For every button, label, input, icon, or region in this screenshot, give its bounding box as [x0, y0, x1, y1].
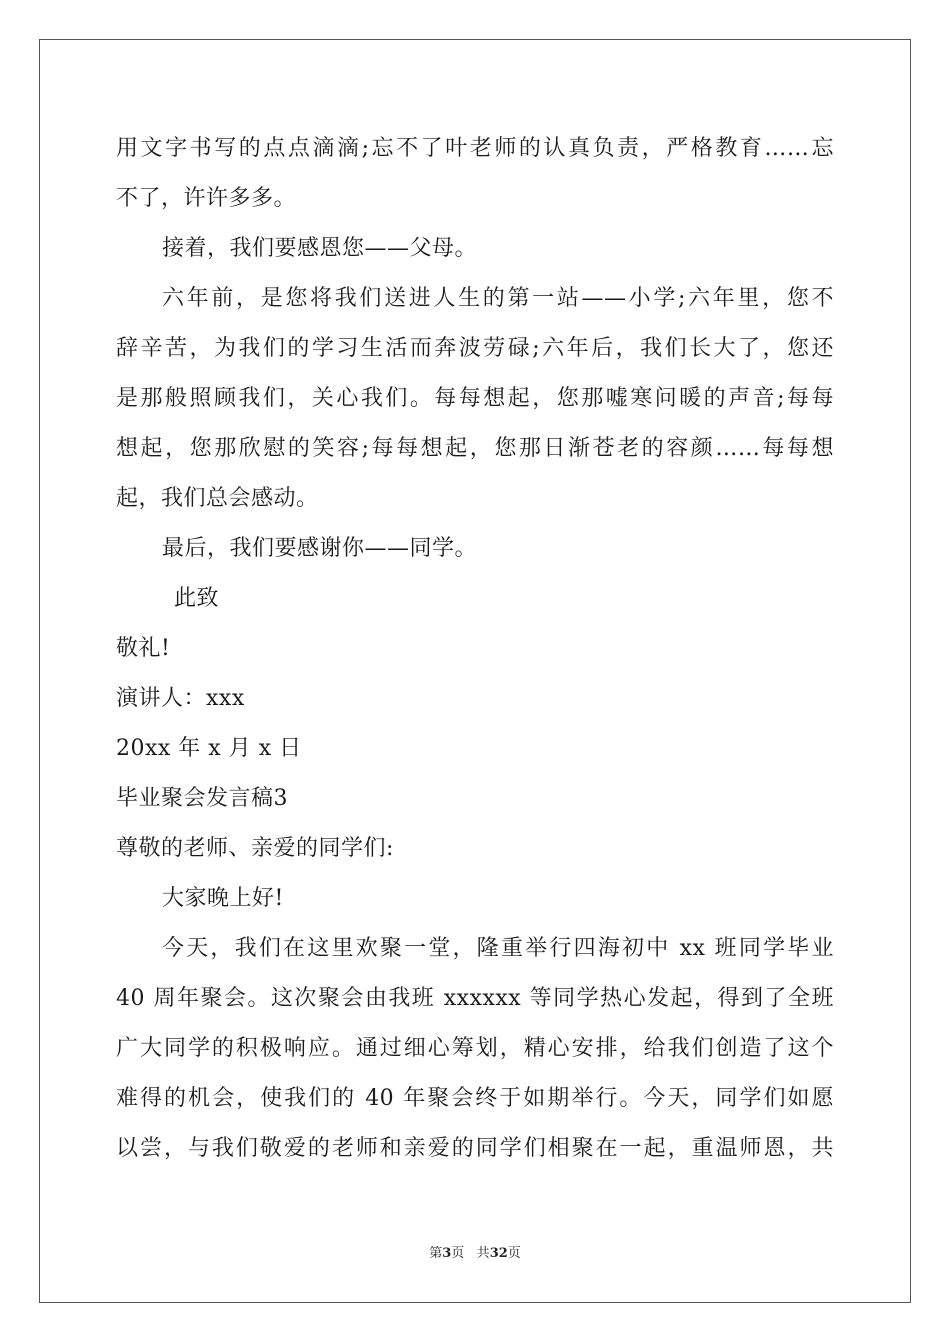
closing-salutation: 此致: [174, 586, 220, 611]
footer-total-prefix: 共: [476, 1246, 490, 1261]
greeting-line: 尊敬的老师、亲爱的同学们:: [116, 836, 394, 861]
footer-total-label: 页: [507, 1246, 521, 1261]
current-page-number: 3: [442, 1246, 452, 1261]
footer-page-label: 页: [451, 1246, 465, 1261]
text-line: 以尝，与我们敬爱的老师和亲爱的同学们相聚在一起，重温师恩，共: [116, 1136, 834, 1161]
text-line: 想起，您那欣慰的笑容;每每想起，您那日渐苍老的容颜……每每想: [116, 436, 834, 461]
text-line: 用文字书写的点点滴滴;忘不了叶老师的认真负责，严格教育……忘: [116, 136, 834, 161]
text-line: 是那般照顾我们，关心我们。每每想起，您那嘘寒问暖的声音;每每: [116, 386, 834, 411]
page-footer: [0, 1245, 950, 1263]
text-line: 难得的机会，使我们的 40 年聚会终于如期举行。今天，同学们如愿: [116, 1086, 834, 1111]
speaker-line: 演讲人：xxx: [116, 686, 245, 711]
text-line: 辞辛苦，为我们的学习生活而奔波劳碌;六年后，我们长大了，您还: [116, 336, 834, 361]
text-line: 六年前，是您将我们送进人生的第一站——小学;六年里，您不: [162, 286, 834, 311]
text-line: 今天，我们在这里欢聚一堂，隆重举行四海初中 xx 班同学毕业: [162, 936, 834, 961]
section-title: 毕业聚会发言稿3: [116, 786, 288, 811]
text-line: 40 周年聚会。这次聚会由我班 xxxxxx 等同学热心发起，得到了全班: [116, 986, 834, 1011]
text-line: 广大同学的积极响应。通过细心筹划，精心安排，给我们创造了这个: [116, 1036, 834, 1061]
text-line: 起，我们总会感动。: [116, 486, 319, 511]
text-line: 最后，我们要感谢你——同学。: [162, 536, 478, 561]
text-line: 接着，我们要感恩您——父母。: [162, 236, 478, 261]
total-pages-number: 32: [489, 1246, 508, 1261]
date-line: 20xx 年 x 月 x 日: [116, 736, 302, 761]
text-line: 大家晚上好!: [162, 886, 284, 911]
footer-prefix: 第: [429, 1246, 443, 1261]
closing-regards: 敬礼!: [116, 636, 171, 661]
text-line: 不了，许许多多。: [116, 186, 297, 211]
